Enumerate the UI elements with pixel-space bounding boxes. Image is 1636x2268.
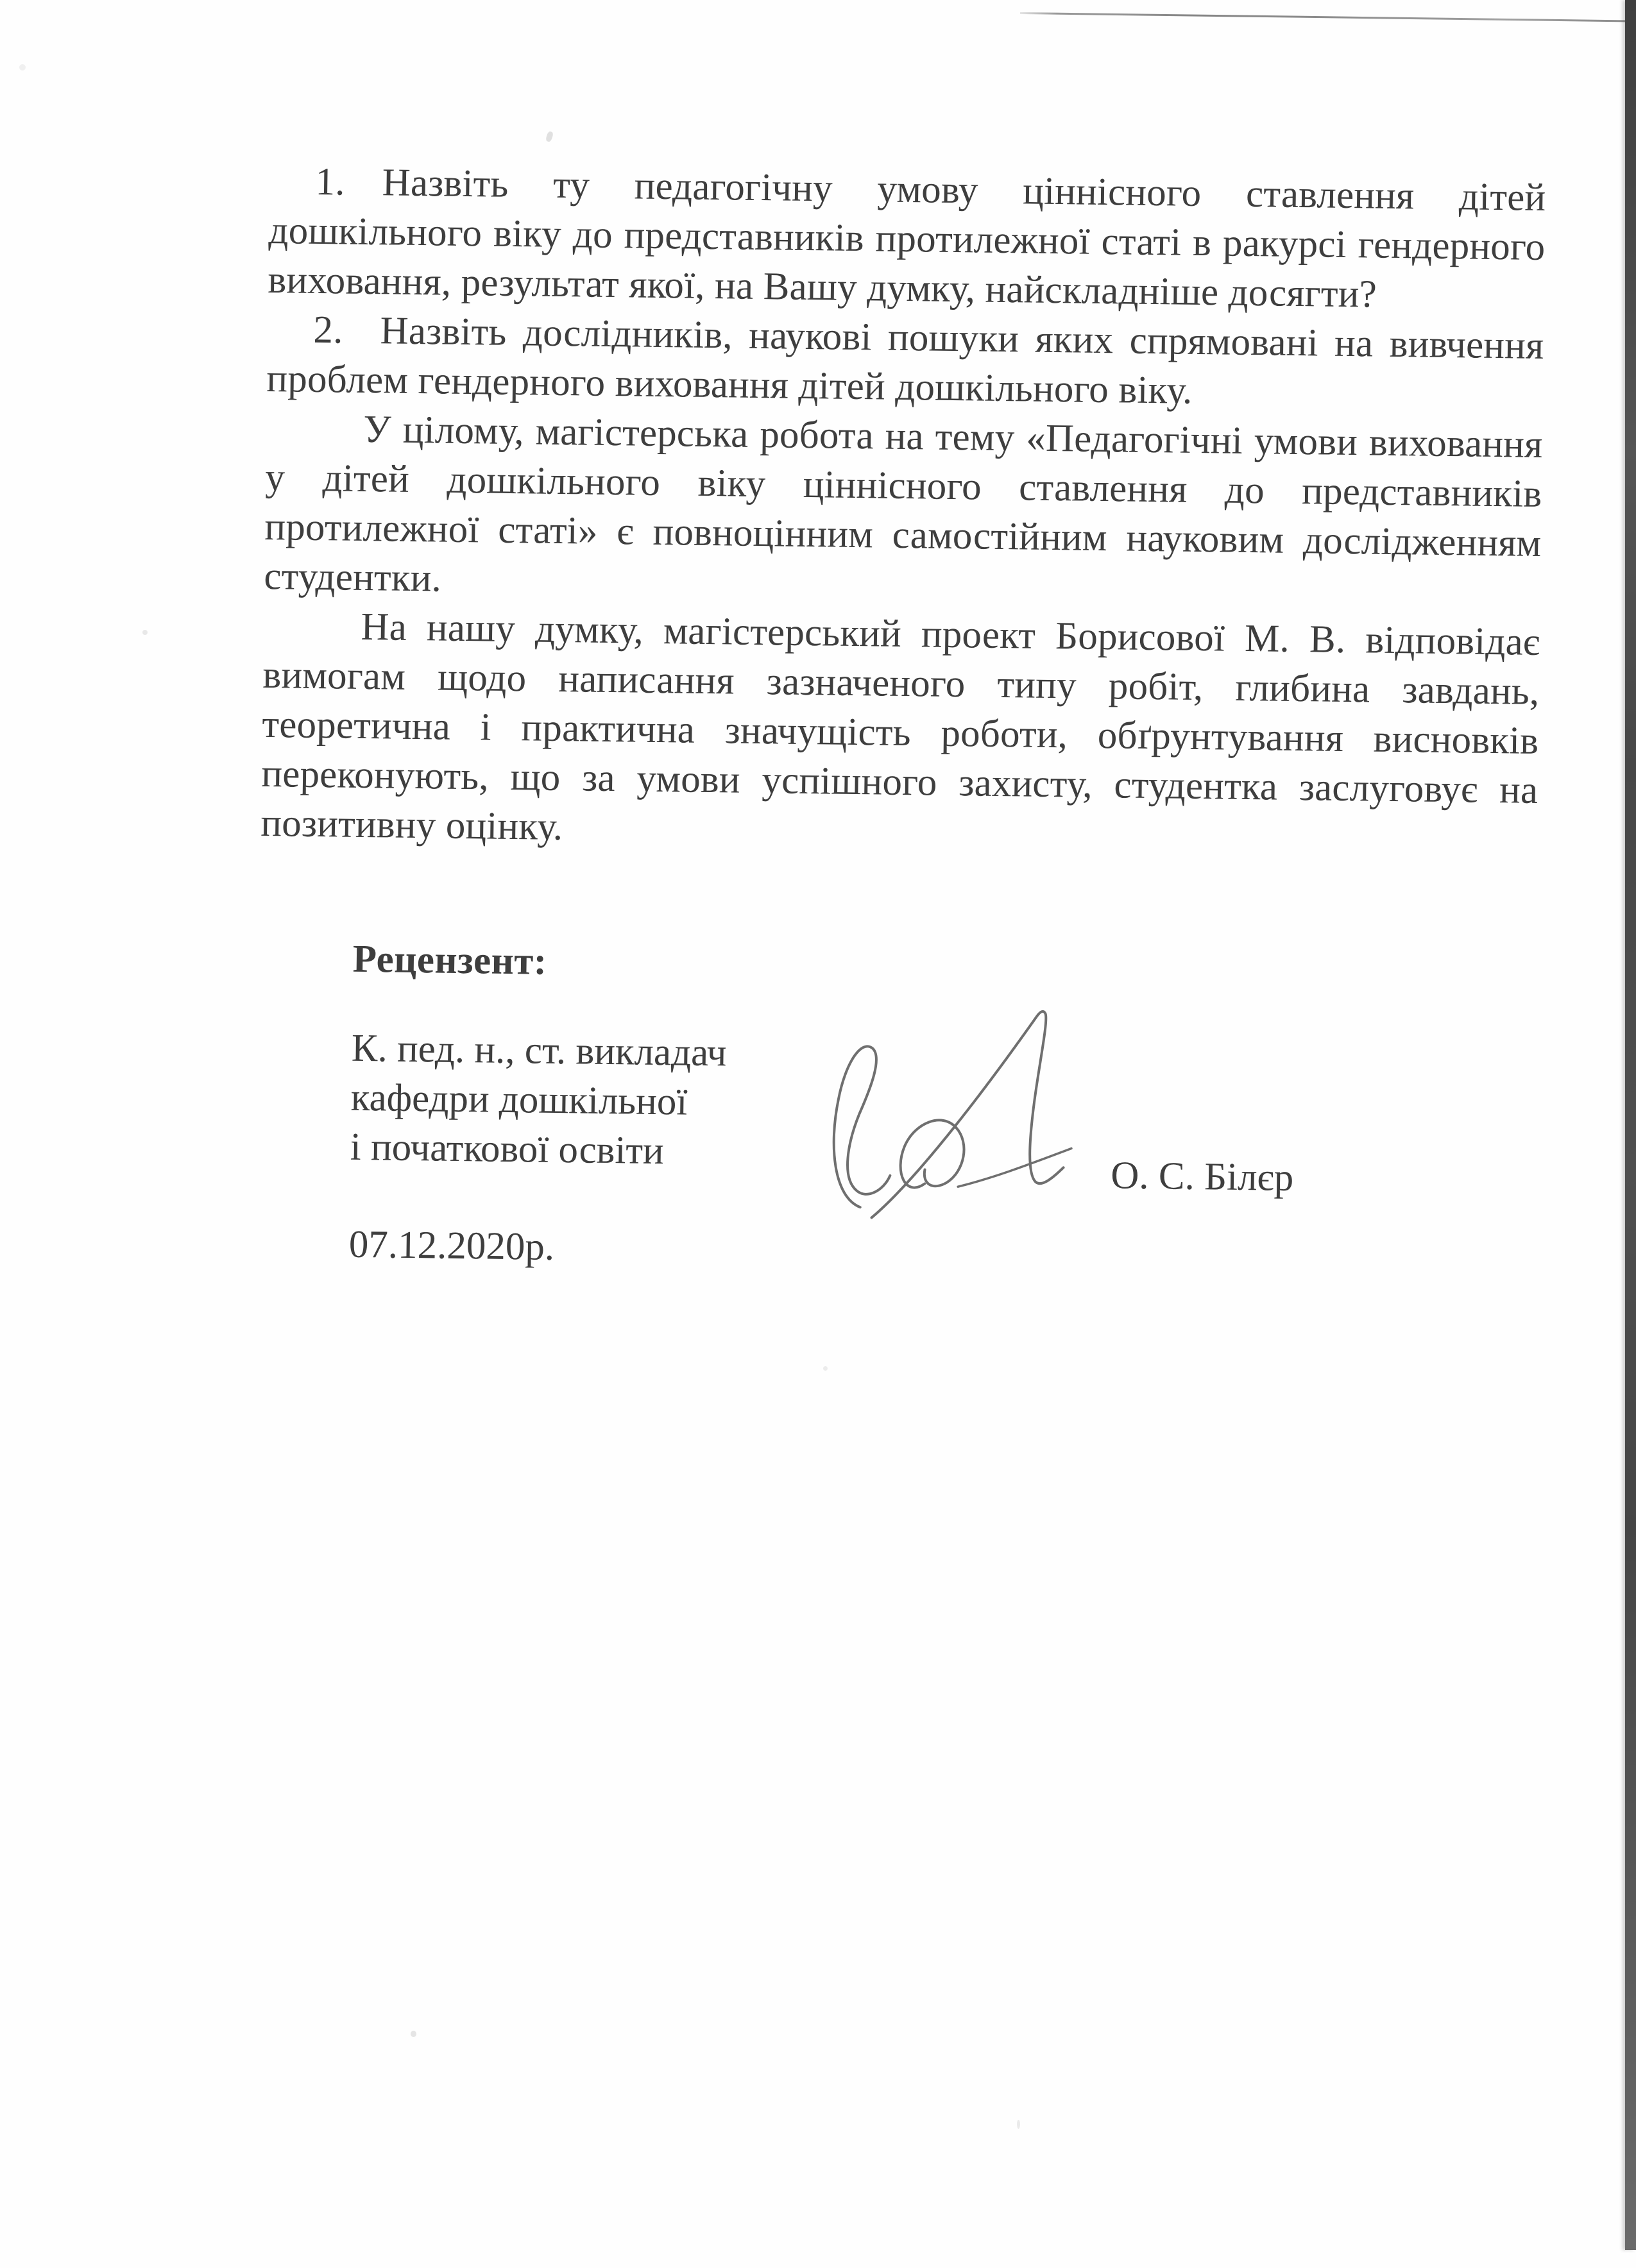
signature-svg <box>796 1003 1094 1237</box>
reviewer-position-line-1: К. пед. н., ст. викладач <box>351 1026 727 1075</box>
reviewer-position-line-3: і початкової освіти <box>350 1125 665 1173</box>
question-1-text: Назвіть ту педагогічну умову ціннісного ставлення дітей дошкільного віку до представників протилежної статі в ракурсі гендерного виховання, результат якої, на Вашу думку, найскладніше досягти? <box>268 161 1546 316</box>
review-text-block <box>260 157 1546 865</box>
question-item-2 <box>266 305 1544 420</box>
reviewer-label: Рецензент: <box>352 937 548 983</box>
reviewer-position-block <box>350 1024 727 1177</box>
review-date: 07.12.2020р. <box>348 1223 555 1269</box>
question-2-number: 2. <box>313 308 344 352</box>
reviewer-name: О. С. Білєр <box>1110 1154 1294 1200</box>
reviewer-position-line-2: кафедри дошкільної <box>350 1076 688 1124</box>
conclusion-paragraph-1: У цілому, магістерська робота на тему «Педагогічні умови виховання у дітей дошкільного віку ціннісного ставлення до представників протилежної статі» є повноцінним самостійним науковим дослідженням студентки. <box>264 407 1543 600</box>
question-1-number: 1. <box>315 160 346 204</box>
signature-scrawl <box>796 1003 1094 1237</box>
question-item-1 <box>268 157 1546 321</box>
question-2-text: Назвіть дослідників, наукові пошуки яких спрямовані на вивчення проблем гендерного виховання дітей дошкільного віку. <box>266 309 1544 412</box>
conclusion-paragraph-2: На нашу думку, магістерський проект Борисової М. В. відповідає вимогам щодо написання зазначеного типу робіт, глибина завдань, теоретична і практична значущість роботи, обґрунтування висновків переконують, що за умови успішного захисту, студентка заслуговує на позитивну оцінку. <box>260 605 1540 849</box>
